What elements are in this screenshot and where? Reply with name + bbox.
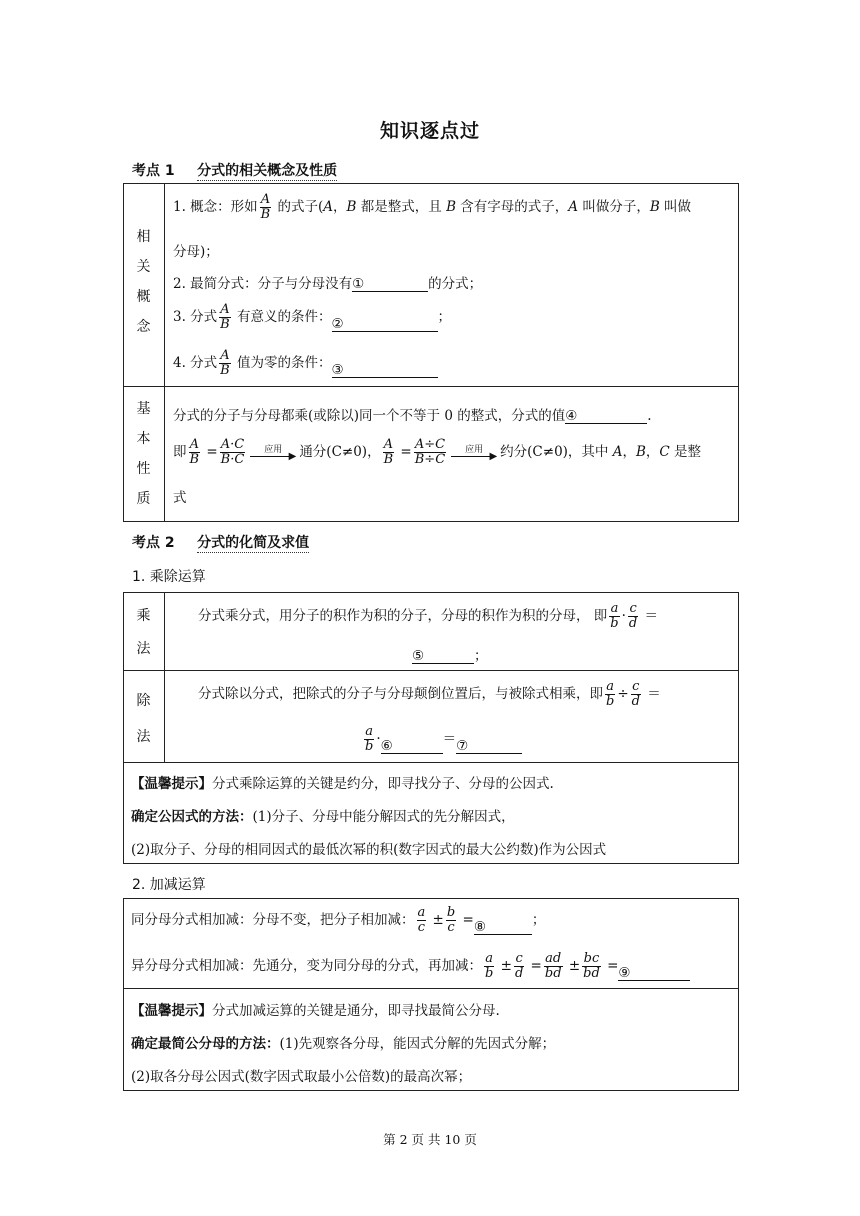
apply-arrow-icon: 应用 ▶ bbox=[250, 442, 296, 464]
add-diff-denominator: 异分母分式相加减：先通分，变为同分母的分式，再加减： $\frac{a}{b}$ ± $\frac{c}{d}$ = $\frac{ad}{bd}$ ± $\frac{bc}{bd}$ =⑨ bbox=[131, 952, 690, 981]
tip-addsub-3: (2)取各分母公因式(数字因式取最小公倍数)的最高次幂； bbox=[131, 1069, 472, 1085]
add-same-denominator: 同分母分式相加减：分母不变，把分子相加减： $\frac{a}{c}$ ± $\frac{b}{c}$ =⑧ ； bbox=[131, 905, 546, 935]
multiply-rule: 分式乘分式，用分子的积作为积的分子，分母的积作为积的分母， 即 $\frac{a}{b}$ · $\frac{c}{d}$ ＝ bbox=[198, 601, 659, 631]
property-line-2: 即 $\frac{A}{B}$ = $\frac{A\cdot C}{B\cdot C}$ 应用 ▶ 通分(C≠0)， $\frac{A}{B}$ = $\frac{A\div C}{B\div C}$ 应用 ▶ 约分(C≠0)，其中 A，B，C 是整 bbox=[173, 437, 702, 467]
concept-line-4: 4. 分式 $\frac{A}{B}$ 值为零的条件：③ bbox=[173, 349, 438, 378]
row-label-properties: 基 本 性 质 bbox=[136, 401, 151, 507]
section2-label: 考点 2 bbox=[132, 535, 175, 551]
concept-line-1-cont: 分母)； bbox=[173, 244, 219, 260]
page-footer: 第 2 页 共 10 页 bbox=[383, 1132, 477, 1147]
concept-line-2: 2. 最简分式：分子与分母没有① 的分式； bbox=[173, 276, 483, 292]
row-label-multiply: 乘 法 bbox=[136, 608, 151, 657]
section1-heading bbox=[132, 160, 337, 180]
sub-heading-muldiv: 1. 乘除运算 bbox=[132, 569, 206, 585]
property-line-1: 分式的分子与分母都乘(或除以)同一个不等于 0 的整式，分式的值④ . bbox=[173, 408, 652, 424]
section2-name: 分式的化简及求值 bbox=[197, 535, 310, 551]
section1-label: 考点 1 bbox=[132, 163, 175, 179]
section2-heading bbox=[132, 532, 309, 552]
tip-muldiv-1: 【温馨提示】分式乘除运算的关键是约分，即寻找分子、分母的公因式. bbox=[131, 776, 554, 792]
tip-muldiv-3: (2)取分子、分母的相同因式的最低次幂的积(数字因式的最大公约数)作为公因式 bbox=[131, 842, 607, 858]
tip-addsub-2: 确定最简公分母的方法：(1)先观察各分母，能因式分解的先因式分解； bbox=[131, 1036, 556, 1052]
concept-line-3: 3. 分式 $\frac{A}{B}$ 有意义的条件：② ； bbox=[173, 302, 452, 332]
apply-arrow-icon: 应用 ▶ bbox=[451, 442, 497, 464]
page-title: 知识逐点过 bbox=[379, 120, 480, 142]
concept-line-1: 1. 概念：形如 $\frac{A}{B}$ 的式子(A，B 都是整式，且 B 含有字母的式子，A 叫做分子，B 叫做 bbox=[173, 192, 692, 222]
multiply-answer: ⑤ ； bbox=[412, 648, 488, 664]
property-line-3: 式 bbox=[173, 490, 187, 506]
row-label-divide: 除 法 bbox=[136, 693, 151, 745]
tip-muldiv-2: 确定公因式的方法：(1)分子、分母中能分解因式的先分解因式， bbox=[131, 809, 515, 825]
section1-name: 分式的相关概念及性质 bbox=[197, 163, 338, 179]
divide-rule: 分式除以分式，把除式的分子与分母颠倒位置后，与被除式相乘，即 $\frac{a}{b}$ ÷ $\frac{c}{d}$ ＝ bbox=[198, 679, 661, 709]
row-label-concepts: 相 关 概 念 bbox=[136, 229, 151, 335]
sub-heading-addsub: 2. 加减运算 bbox=[132, 877, 206, 893]
tip-addsub-1: 【温馨提示】分式加减运算的关键是通分，即寻找最简公分母. bbox=[131, 1003, 500, 1019]
divide-answer: $\frac{a}{b}$ ·⑥ ＝⑦ bbox=[362, 725, 522, 754]
